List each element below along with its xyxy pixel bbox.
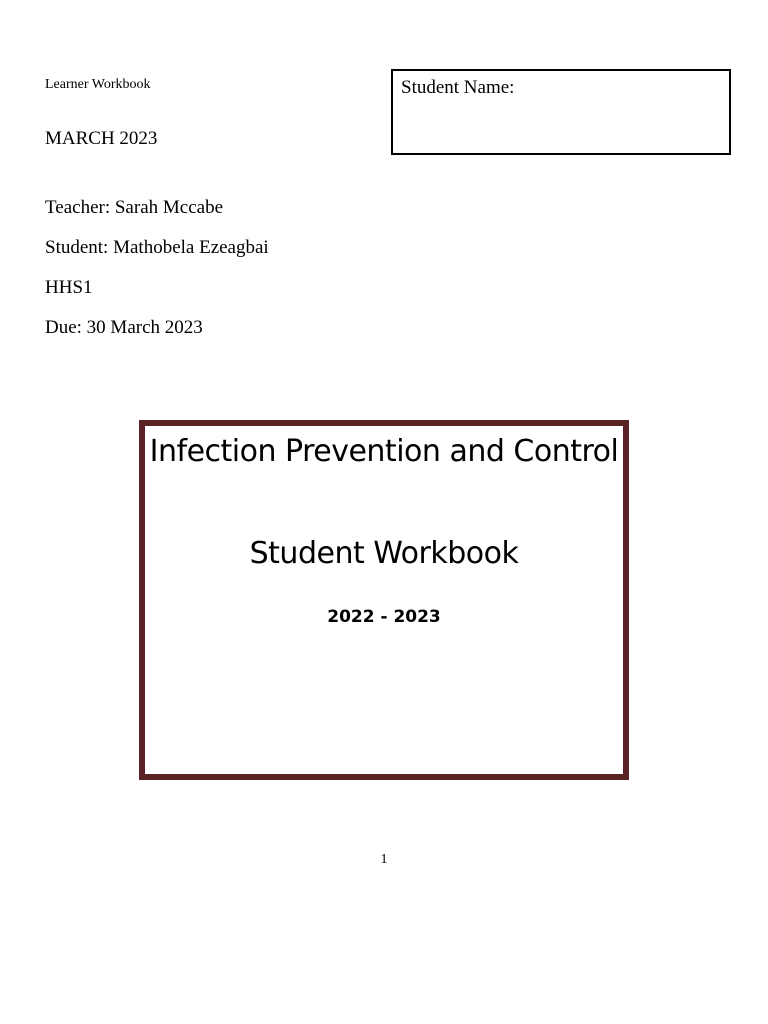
due-date-line: Due: 30 March 2023 [45,317,203,338]
cover-title: Infection Prevention and Control [149,434,619,469]
cover-subtitle: Student Workbook [249,536,519,571]
teacher-line: Teacher: Sarah Mccabe [45,197,224,218]
student-line: Student: Mathobela Ezeagbai [45,237,269,258]
student-name-label: Student Name: [401,77,515,98]
cover-years: 2022 - 2023 [327,607,441,627]
cover-title-box [139,420,629,780]
class-line: HHS1 [45,277,93,298]
student-name-box[interactable] [391,69,731,155]
page-number: 1 [380,852,388,867]
document-date: MARCH 2023 [45,128,158,149]
document-label: Learner Workbook [45,77,151,92]
